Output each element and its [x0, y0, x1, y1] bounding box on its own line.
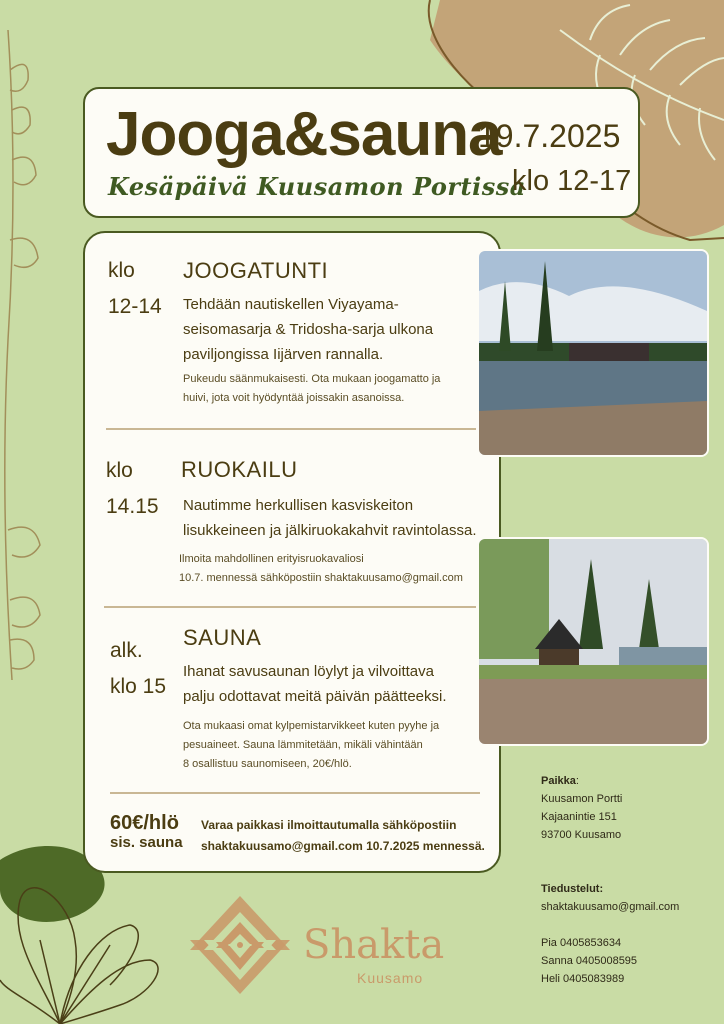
lunch-title: RUOKAILU	[181, 457, 298, 482]
sauna-desc-line: Ihanat savusaunan löylyt ja vilvoittava	[183, 663, 434, 680]
yoga-description	[183, 292, 433, 367]
contact-phone[interactable]: Sanna 0405008595	[541, 955, 638, 967]
contact-email[interactable]: shaktakuusamo@gmail.com	[541, 901, 680, 913]
location-block	[541, 772, 622, 844]
price-includes: sis. sauna	[110, 834, 183, 851]
yoga-title: JOOGATUNTI	[183, 258, 329, 283]
shakta-yantra-logo-icon	[190, 896, 290, 994]
lunch-desc-line: lisukkeineen ja jälkiruokakahvit ravintolassa.	[183, 522, 477, 539]
sauna-time	[110, 635, 166, 702]
event-title: Jooga&sauna	[106, 100, 502, 169]
lake-pavilion-photo	[477, 249, 709, 457]
lake-pavilion-image	[479, 251, 707, 455]
event-date: 19.7.2025	[478, 118, 621, 154]
yoga-note-line: huivi, jota voit hyödyntää joissakin asanoissa.	[183, 392, 405, 404]
location-line: Kajaanintie 151	[541, 811, 617, 823]
booking-line: Varaa paikkasi ilmoittautumalla sähköpostiin	[201, 818, 457, 832]
leaf-vine-icon	[5, 30, 40, 680]
yoga-time-line2: 12-14	[108, 294, 162, 318]
booking-info	[201, 815, 485, 857]
sauna-note-line: pesuaineet. Sauna lämmitetään, mikäli vähintään	[183, 739, 423, 751]
location-heading: Paikka	[541, 775, 576, 787]
logo-subtitle: Kuusamo	[357, 970, 424, 986]
contact-phone[interactable]: Pia 0405853634	[541, 937, 622, 949]
location-heading-colon: :	[575, 775, 579, 787]
logo-name: Shakta	[303, 922, 445, 968]
lunch-note	[179, 550, 463, 588]
section-divider	[110, 792, 480, 794]
sauna-note-line: 8 osallistuu saunomiseen, 20€/hlö.	[183, 758, 352, 770]
sauna-note	[183, 717, 439, 774]
lunch-description	[183, 493, 476, 543]
sauna-title: SAUNA	[183, 625, 262, 650]
yoga-time	[108, 255, 162, 322]
section-divider	[104, 606, 476, 608]
booking-line: shaktakuusamo@gmail.com 10.7.2025 mennessä.	[201, 839, 485, 853]
yoga-desc-line: Tehdään nautiskellen Viyayama-	[183, 296, 399, 313]
sauna-description	[183, 659, 447, 709]
location-line: Kuusamon Portti	[541, 793, 623, 805]
contacts-block	[541, 880, 679, 988]
event-time: klo 12-17	[512, 165, 632, 197]
event-subtitle: Kesäpäivä Kuusamon Portissa	[108, 172, 526, 201]
price: 60€/hlö	[110, 812, 179, 834]
yoga-desc-line: seisomasarja & Tridosha-sarja ulkona	[183, 321, 434, 338]
yoga-note-line: Pukeudu säänmukaisesti. Ota mukaan joogamatto ja	[183, 373, 441, 385]
yoga-desc-line: paviljongissa Iijärven rannalla.	[183, 346, 384, 363]
contacts-heading: Tiedustelut:	[541, 883, 604, 895]
sauna-desc-line: palju odottavat meitä päivän päätteeksi.	[183, 688, 447, 705]
sauna-hut-photo	[477, 537, 709, 746]
lunch-time-line1: klo	[106, 459, 133, 482]
contact-phone[interactable]: Heli 0405083989	[541, 973, 625, 985]
section-divider	[106, 428, 476, 430]
lunch-time	[106, 455, 159, 522]
lunch-note-line: 10.7. mennessä sähköpostiin shaktakuusamo@gmail.com	[179, 572, 463, 584]
lunch-note-line: Ilmoita mahdollinen erityisruokavaliosi	[179, 553, 364, 565]
location-line: 93700 Kuusamo	[541, 829, 622, 841]
lunch-desc-line: Nautimme herkullisen kasviskeiton	[183, 497, 414, 514]
sauna-time-line2: klo 15	[110, 674, 167, 698]
sauna-note-line: Ota mukaasi omat kylpemistarvikkeet kuten pyyhe ja	[183, 720, 440, 732]
sauna-time-line1: alk.	[110, 639, 143, 662]
yoga-note	[183, 370, 440, 408]
lunch-time-line2: 14.15	[106, 494, 159, 518]
yoga-time-line1: klo	[108, 259, 135, 282]
sauna-hut-image	[479, 539, 707, 744]
